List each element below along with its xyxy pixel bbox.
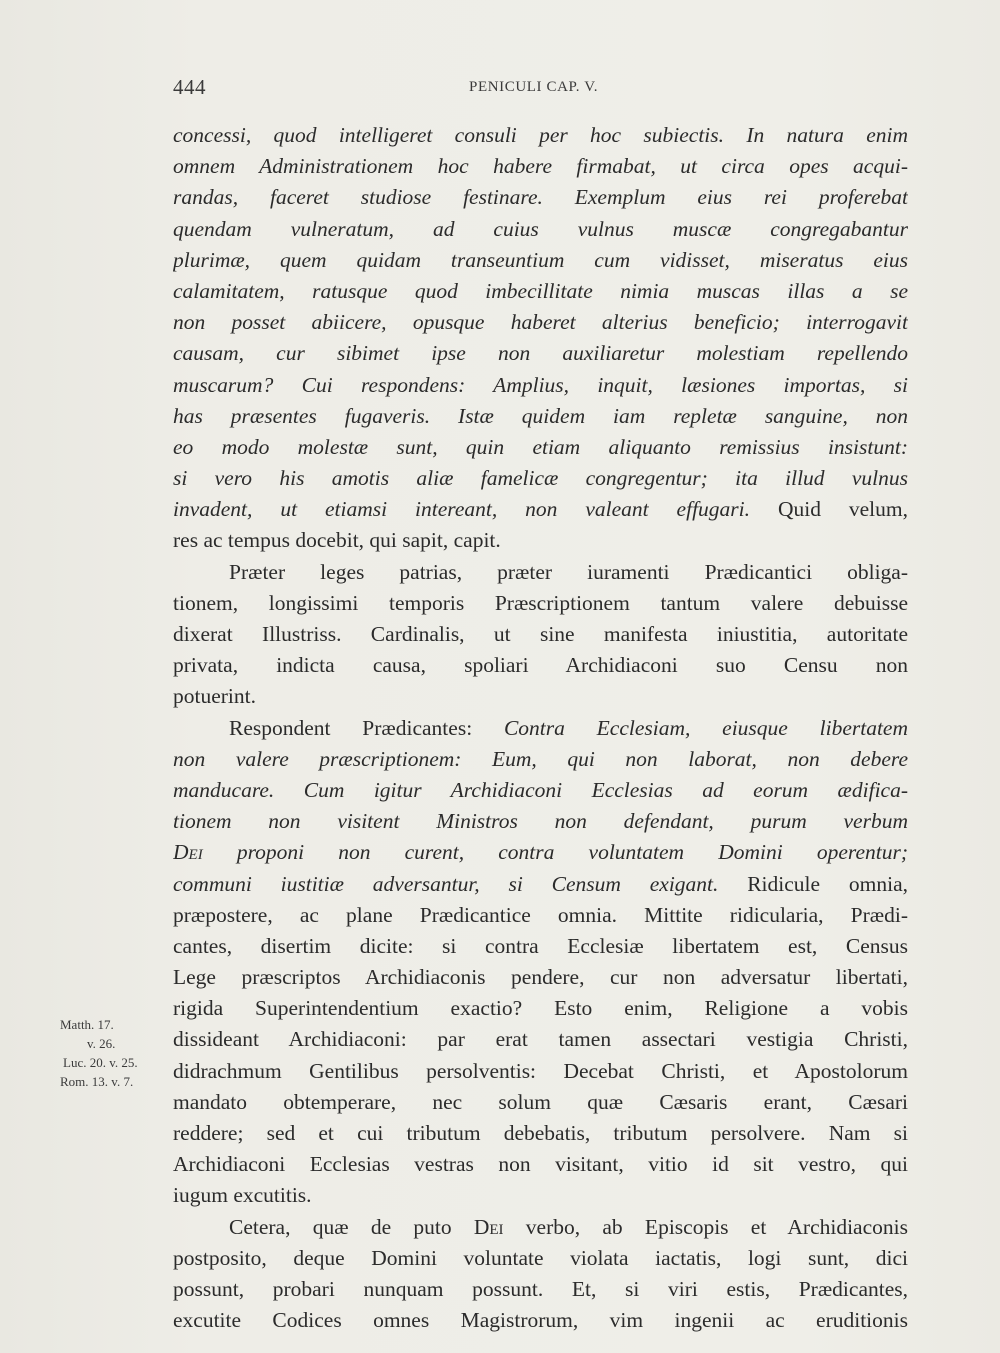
text-segment: calamitatem, ratusque quod imbecillitate nimia muscas illas a se [173,278,908,303]
text-segment: invadent, ut etiamsi intereant, non valeant effugari. [173,497,751,522]
text-segment: si vero his amotis aliæ famelicæ congregentur; ita illud vulnus [173,466,908,491]
text-segment: Lege præscriptos Archidiaconis pendere, cur non adversatur libertati, [173,965,908,990]
text-segment: Respondent Prædicantes: [229,715,504,740]
text-line [173,744,908,775]
text-line [173,806,908,837]
text-line [173,900,908,931]
text-line [173,869,908,900]
text-segment: has præsentes fugaveris. Istæ quidem iam repletæ sanguine, non [173,403,908,428]
text-segment: Cetera, quæ de puto [229,1214,474,1239]
text-segment: Dei [173,840,203,865]
text-segment: iugum excutitis. [173,1183,312,1208]
text-line [173,401,908,432]
text-line [173,931,908,962]
page-header [173,75,908,103]
text-line [173,1180,908,1211]
text-segment: possunt, probari nunquam possunt. Et, si viri estis, Prædicantes, [173,1276,908,1301]
text-line [173,962,908,993]
text-line [173,1274,908,1305]
text-segment: Archidiaconi Ecclesias vestras non visitant, vitio id sit vestro, qui [173,1152,908,1177]
text-segment: Dei [473,1214,504,1239]
text-line [173,1212,908,1243]
text-line [173,120,908,151]
text-line [173,525,908,556]
text-segment: causam, cur sibimet ipse non auxiliaretur molestiam repellendo [173,341,908,366]
margin-note: Rom. 13. v. 7. [60,1074,134,1089]
text-line [173,1087,908,1118]
text-segment: verbo, ab Episcopis et Archidiaconis [503,1214,908,1239]
text-line [173,1149,908,1180]
text-line [173,276,908,307]
text-line [173,1305,908,1336]
text-segment: tionem non visitent Ministros non defendant, purum verbum [173,809,908,834]
margin-note: v. 26. [87,1036,116,1051]
text-segment: muscarum? Cui respondens: Amplius, inquit, læsiones importas, si [173,372,908,397]
text-segment: manducare. Cum igitur Archidiaconi Ecclesias ad eorum ædifica- [173,777,908,802]
text-segment: Quid velum, [750,497,908,522]
text-segment: didrachmum Gentilibus persolventis: Decebat Christi, et Apostolorum [173,1058,908,1083]
text-line [173,650,908,681]
text-segment: communi iustitiæ adversantur, si Censum exigant. [173,871,719,896]
text-line [173,338,908,369]
text-line [173,494,908,525]
text-segment: proponi non curent, contra voluntatem Domini operentur; [202,840,908,865]
text-segment: potuerint. [173,684,256,709]
text-segment: privata, indicta causa, spoliari Archidiaconi suo Censu non [173,653,908,678]
text-line [173,619,908,650]
text-line [173,182,908,213]
text-segment: excutite Codices omnes Magistrorum, vim ingenii ac eruditionis [173,1308,908,1333]
text-segment: rigida Superintendentium exactio? Esto enim, Religione a vobis [173,996,908,1021]
text-line [173,1024,908,1055]
text-segment: postposito, deque Domini voluntate violata iactatis, logi sunt, dici [173,1245,908,1270]
text-line [173,1243,908,1274]
text-line [173,557,908,588]
text-line [173,245,908,276]
running-title: PENICULI CAP. V. [469,79,599,95]
text-line [173,432,908,463]
text-line [173,463,908,494]
text-line [173,681,908,712]
margin-notes [60,1015,170,1091]
text-line [173,993,908,1024]
text-segment: Præter leges patrias, præter iuramenti Prædicantici obliga- [229,559,908,584]
margin-note: Matth. 17. [60,1017,114,1032]
text-line [173,1056,908,1087]
text-line [173,370,908,401]
text-segment: cantes, disertim dicite: si contra Ecclesiæ libertatem est, Census [173,933,908,958]
text-line [173,837,908,868]
text-segment: randas, faceret studiose festinare. Exemplum eius rei proferebat [173,185,908,210]
text-line [173,151,908,182]
margin-note: Luc. 20. v. 25. [63,1055,138,1070]
text-segment: non posset abiicere, opusque haberet alterius beneficio; interrogavit [173,310,908,335]
page-number: 444 [173,75,206,99]
text-segment: omnem Administrationem hoc habere firmabat, ut circa opes acqui- [173,154,908,179]
text-line [173,307,908,338]
text-segment: Contra Ecclesiam, eiusque libertatem [503,715,908,740]
text-line [173,588,908,619]
text-line [173,214,908,245]
text-segment: præpostere, ac plane Prædicantice omnia. Mittite ridicularia, Prædi- [173,902,908,927]
text-segment: dixerat Illustriss. Cardinalis, ut sine manifesta iniustitia, autoritate [173,622,908,646]
text-segment: mandato obtemperare, nec solum quæ Cæsaris erant, Cæsari [173,1089,908,1114]
text-line [173,775,908,806]
text-segment: tionem, longissimi temporis Præscriptionem tantum valere debuisse [173,590,908,615]
body-text [173,120,908,1336]
text-segment: dissideant Archidiaconi: par erat tamen assectari vestigia Christi, [173,1027,908,1052]
text-segment: eo modo molestæ sunt, quin etiam aliquanto remissius insistunt: [173,434,908,459]
text-segment: non valere præscriptionem: Eum, qui non laborat, non debere [173,746,908,771]
text-segment: quendam vulneratum, ad cuius vulnus muscæ congregabantur [173,216,908,241]
text-line [173,713,908,744]
text-segment: reddere; sed et cui tributum debebatis, tributum persolvere. Nam si [173,1121,908,1145]
text-line [173,1118,908,1149]
text-segment: Ridicule omnia, [718,871,908,896]
text-segment: concessi, quod intelligeret consuli per hoc subiectis. In natura enim [173,123,908,147]
text-segment: res ac tempus docebit, qui sapit, capit. [173,528,501,553]
text-segment: plurimæ, quem quidam transeuntium cum vidisset, miseratus eius [173,247,908,272]
